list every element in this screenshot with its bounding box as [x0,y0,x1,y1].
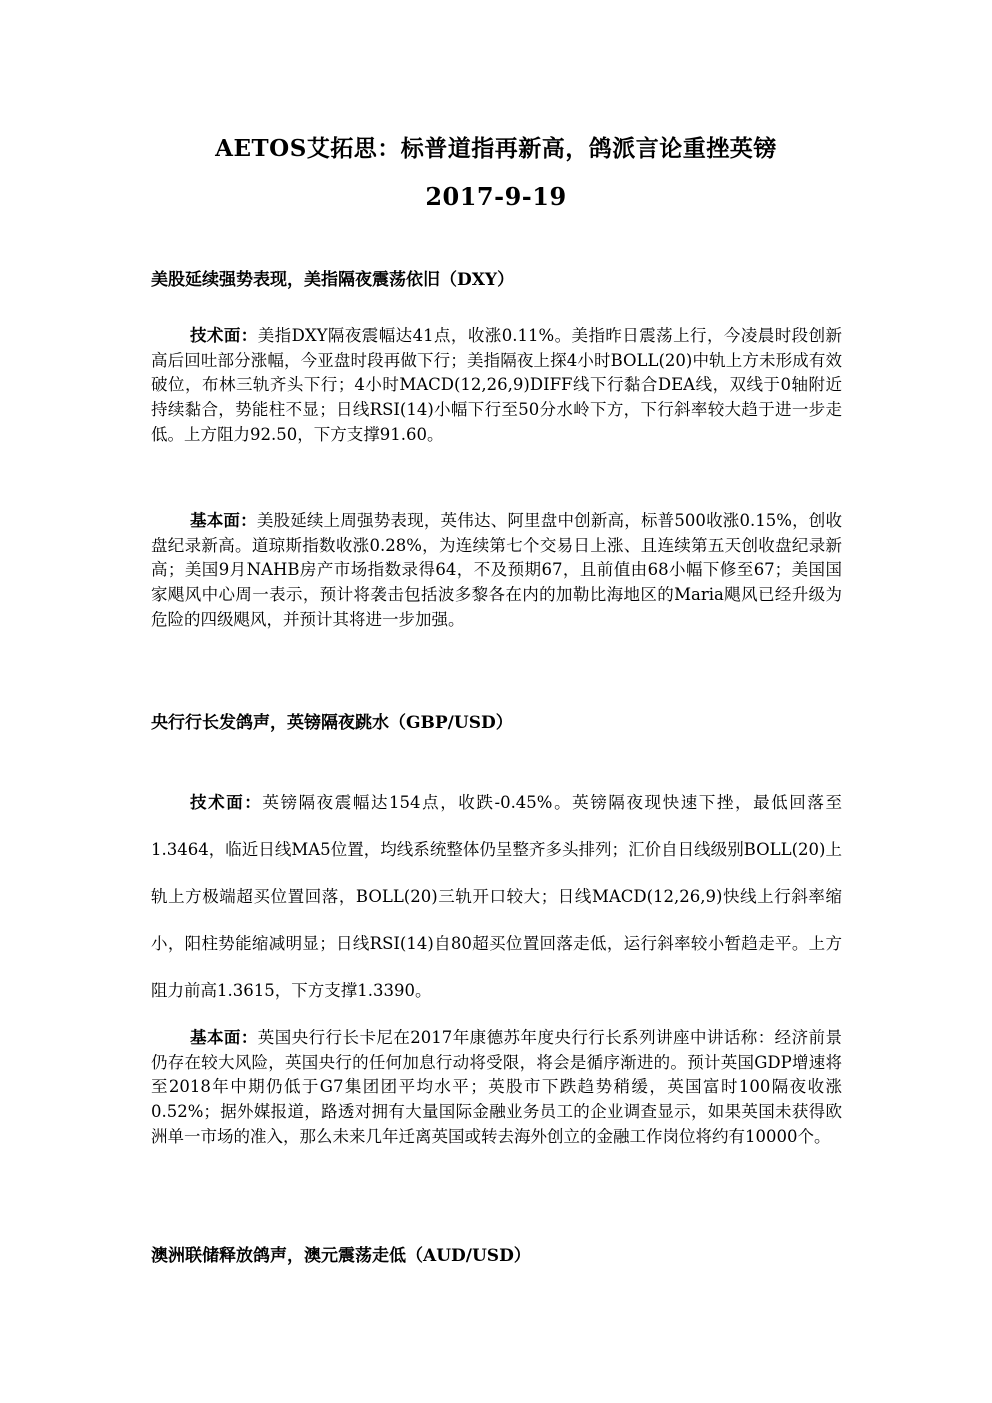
section-heading-dxy: 美股延续强势表现，美指隔夜震荡依旧（DXY） [151,270,515,290]
document-title: AETOS艾拓思：标普道指再新高，鸽派言论重挫英镑 [215,135,777,162]
document-date: 2017-9-19 [425,182,567,211]
technical-label: 技术面： [190,326,258,345]
section-dxy-fundamental-paragraph [151,509,842,633]
fundamental-label: 基本面： [190,511,257,530]
technical-label: 技术面： [190,793,263,812]
technical-text: 英镑隔夜震幅达154点，收跌-0.45%。英镑隔夜现快速下挫，最低回落至1.3464，临近日线MA5位置，均线系统整体仍呈整齐多头排列；汇价自日线级别BOLL(20)上轨上方极端超买位置回落，BOLL(20)三轨开口较大；日线MACD(12,26,9)快线上行斜率缩小，阳柱势能缩减明显；日线RSI(14)自80超买位置回落走低，运行斜率较小暂趋走平。上方阻力前高1.3615，下方支撑1.3390。 [151,793,842,1000]
section-gbpusd-technical-paragraph [151,779,842,1014]
fundamental-text: 英国央行行长卡尼在2017年康德苏年度央行行长系列讲座中讲话称：经济前景仍存在较大风险，英国央行的任何加息行动将受限，将会是循序渐进的。预计英国GDP增速将至2018年中期仍低于G7集团团平均水平；英股市下跌趋势稍缓，英国富时100隔夜收涨0.52%；据外媒报道，路透对拥有大量国际金融业务员工的企业调查显示，如果英国未获得欧洲单一市场的准入，那么未来几年迁离英国或转去海外创立的金融工作岗位将约有10000个。 [151,1028,842,1146]
section-gbpusd-fundamental-paragraph [151,1026,842,1150]
fundamental-label: 基本面： [190,1028,258,1047]
section-heading-gbpusd: 央行行长发鸽声，英镑隔夜跳水（GBP/USD） [151,713,513,733]
technical-text: 美指DXY隔夜震幅达41点，收涨0.11%。美指昨日震荡上行，今凌晨时段创新高后回吐部分涨幅，今亚盘时段再做下行；美指隔夜上探4小时BOLL(20)中轨上方未形成有效破位，布林三轨齐头下行；4小时MACD(12,26,9)DIFF线下行黏合DEA线，双线于0轴附近持续黏合，势能柱不显；日线RSI(14)小幅下行至50分水岭下方，下行斜率较大趋于进一步走低。上方阻力92.50，下方支撑91.60。 [151,326,843,444]
fundamental-text: 美股延续上周强势表现，英伟达、阿里盘中创新高，标普500收涨0.15%，创收盘纪录新高。道琼斯指数收涨0.28%，为连续第七个交易日上涨、且连续第五天创收盘纪录新高；美国9月NAHB房产市场指数录得64，不及预期67，且前值由68小幅下修至67；美国国家飓风中心周一表示，预计将袭击包括波多黎各在内的加勒比海地区的Maria飓风已经升级为危险的四级飓风，并预计其将进一步加强。 [151,511,842,629]
section-dxy-technical-paragraph [151,324,842,448]
section-heading-audusd: 澳洲联储释放鸽声，澳元震荡走低（AUD/USD） [151,1246,531,1266]
